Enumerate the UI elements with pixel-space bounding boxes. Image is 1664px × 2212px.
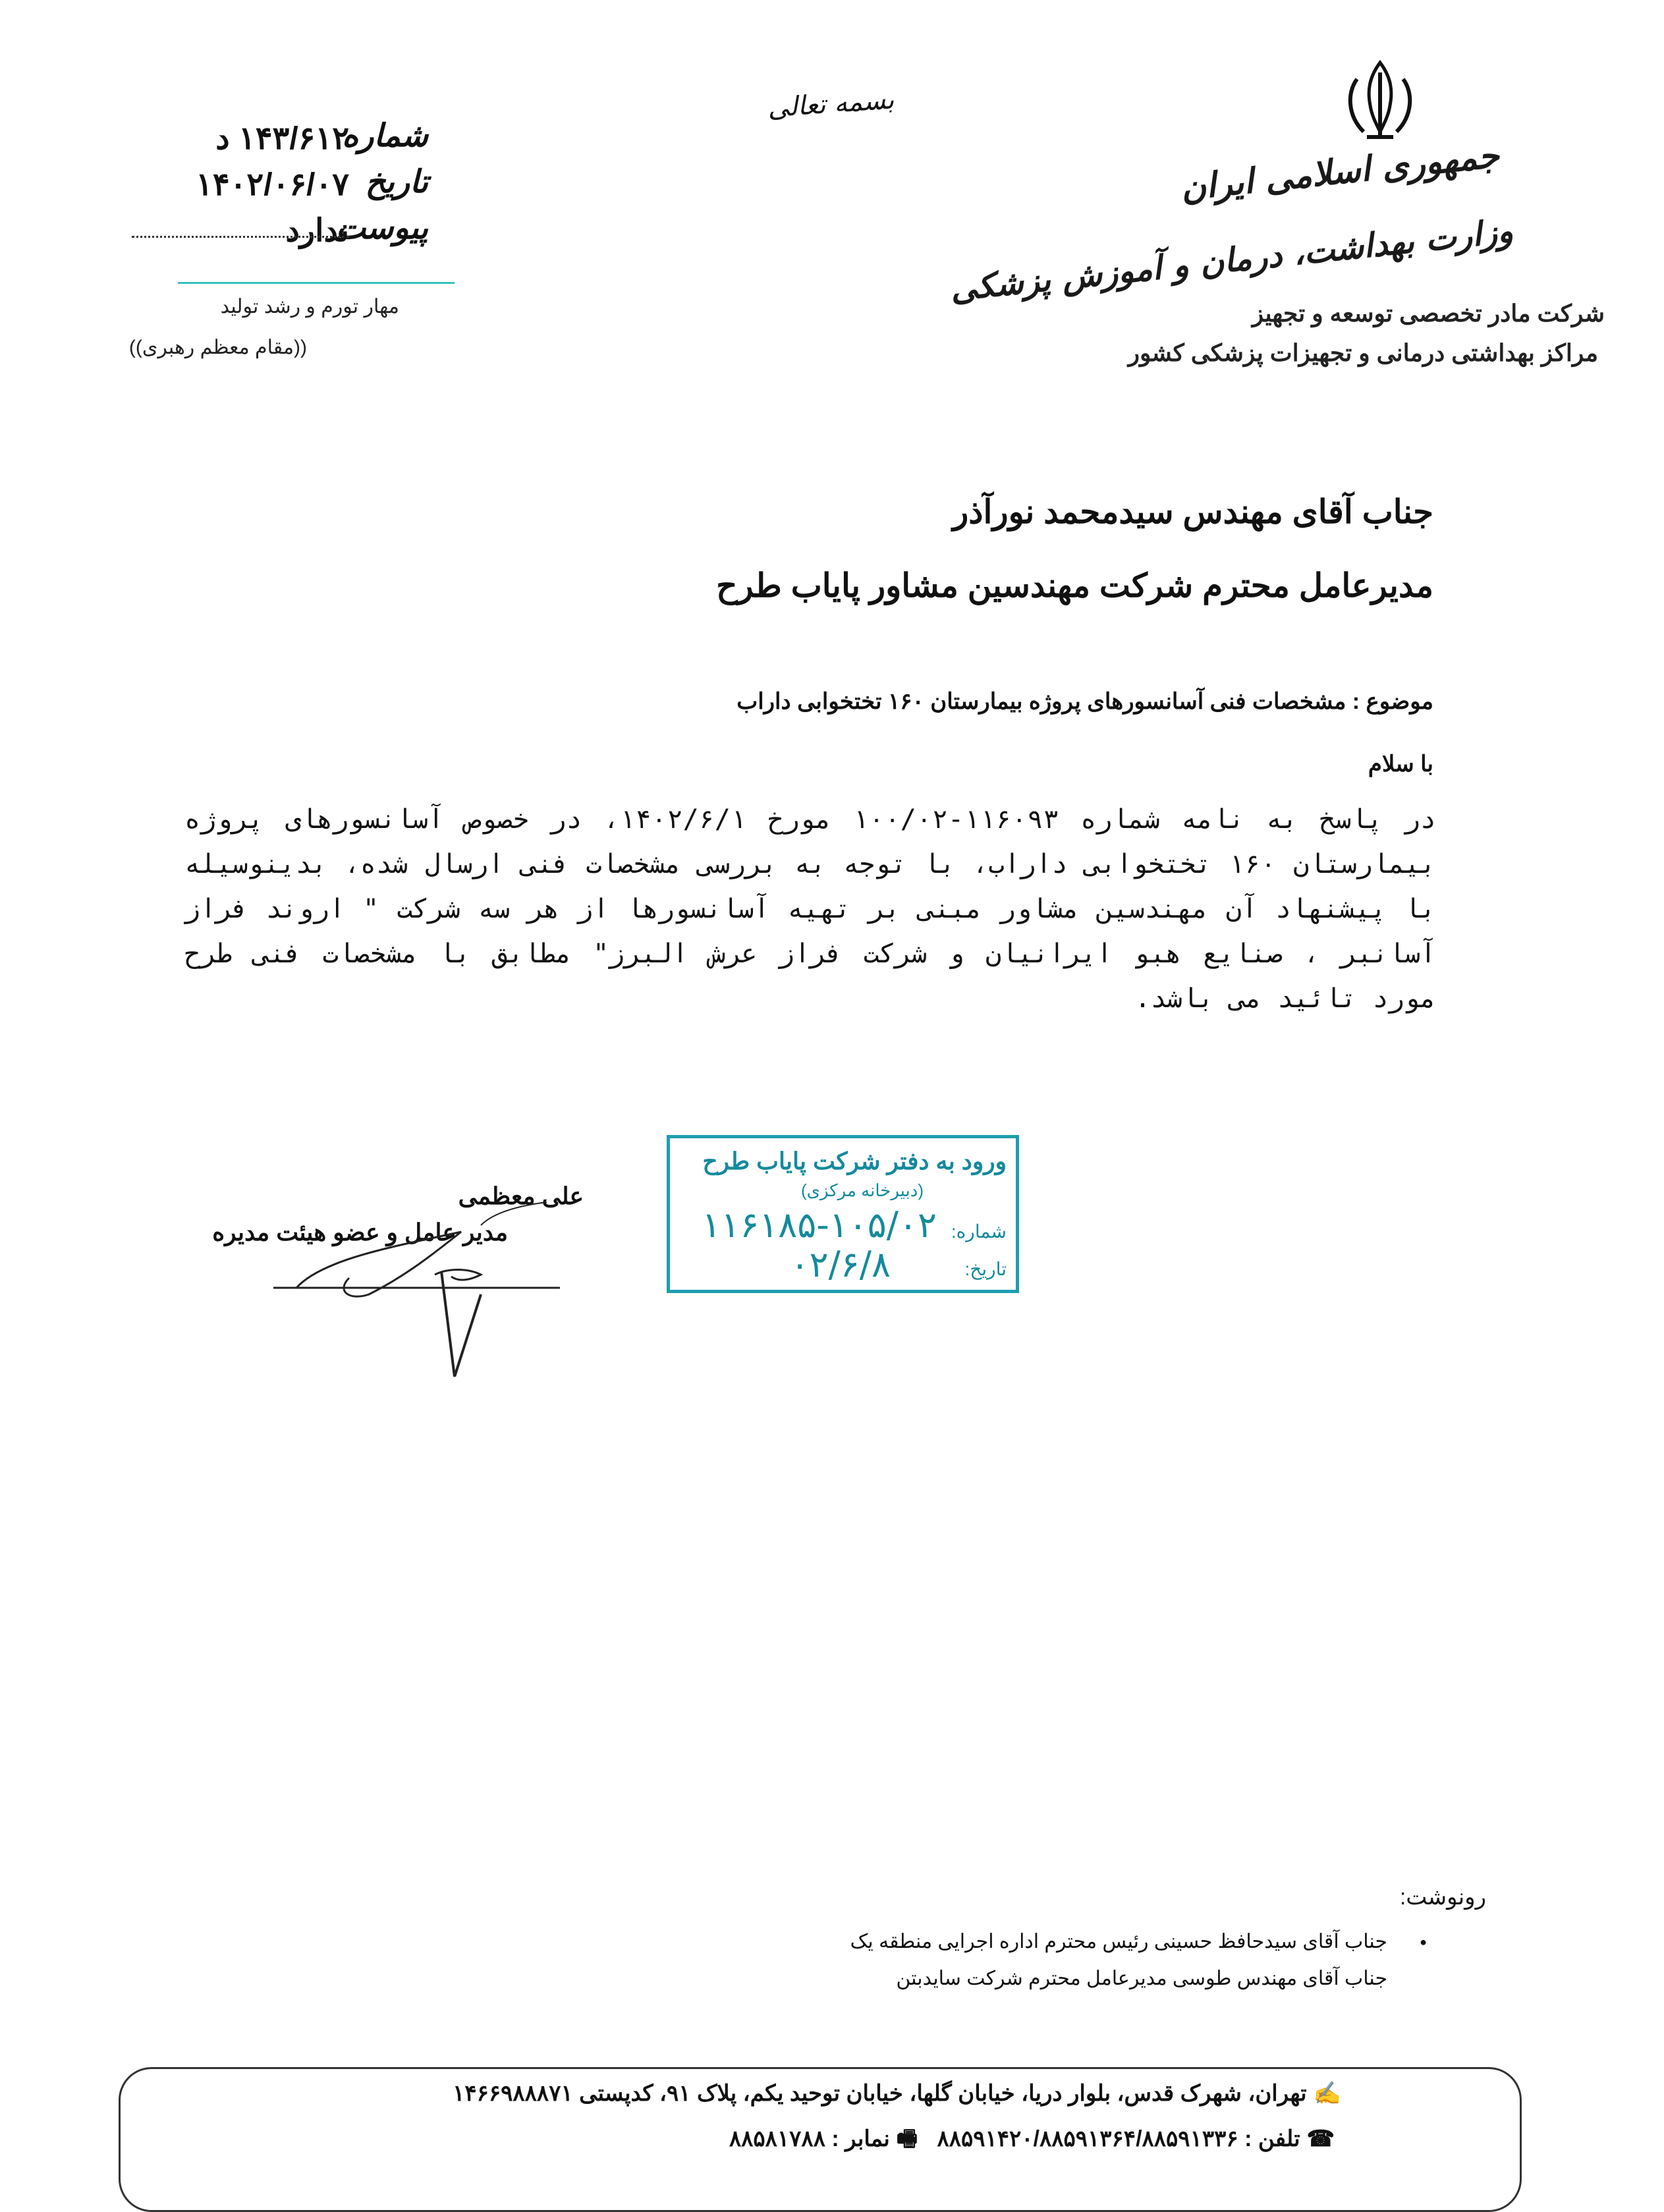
attachment-dotted-line — [132, 236, 349, 238]
letter-subject: موضوع : مشخصات فنی آسانسورهای پروژه بیمارستان ۱۶۰ تختخوابی داراب — [736, 689, 1433, 714]
signatory-title: مدیر عامل و عضو هیئت مدیره — [212, 1219, 508, 1246]
greeting: با سلام — [1368, 752, 1433, 777]
stamp-title: ورود به دفتر شرکت پایاب طرح — [702, 1147, 1007, 1175]
stamp-date-label: تاریخ: — [964, 1259, 1007, 1279]
phone-icon: ☎ — [1306, 2126, 1335, 2151]
addressee-title: مدیرعامل محترم شرکت مهندسین مشاور پایاب طرح — [716, 567, 1433, 604]
pen-icon: ✍ — [1313, 2081, 1341, 2106]
date-label: تاریخ — [365, 163, 428, 200]
attachment-value: ندارد — [285, 213, 349, 248]
handwritten-signature — [270, 1159, 599, 1377]
basmala: بسمه تعالی — [766, 84, 895, 124]
letter-date-row — [132, 163, 428, 216]
cc-item: جناب آقای مهندس طوسی مدیرعامل محترم شرکت سایدبتن — [896, 1968, 1387, 1989]
footer-fax: نمابر : ۸۸۵۸۱۷۸۸ — [729, 2126, 890, 2151]
addressee-name: جناب آقای مهندس سیدمحمد نورآذر — [953, 493, 1433, 530]
iran-emblem-icon — [1331, 53, 1429, 152]
ministry-name: وزارت بهداشت، درمان و آموزش پزشکی — [948, 211, 1515, 309]
signatory-name: علی معظمی — [458, 1182, 584, 1209]
country-name: جمهوری اسلامی ایران — [1179, 135, 1502, 209]
footer-address-text: تهران، شهرک قدس، بلوار دریا، خیابان گلها، خیابان توحید یکم، پلاک ۹۱، کدپستی ۱۴۶۶۹۸۸۸۷۱ — [453, 2081, 1307, 2106]
attachment-label: پیوست — [336, 209, 428, 246]
company-name-line2: مراکز بهداشتی درمانی و تجهیزات پزشکی کشور — [1128, 339, 1598, 366]
footer-address — [453, 2080, 1341, 2107]
cc-title: رونوشت: — [1399, 1885, 1486, 1910]
stamp-number: ۱۱۶۱۸۵-۱۰۵/۰۲ — [702, 1204, 937, 1246]
attachment-row — [132, 209, 428, 262]
slogan-attribution: ((مقام معظم رهبری)) — [128, 337, 307, 358]
fax-icon: 🖷 — [896, 2126, 918, 2151]
cc-list — [850, 1923, 1414, 1997]
company-name-line1: شرکت مادر تخصصی توسعه و تجهیز — [1252, 300, 1605, 327]
stamp-subtitle: (دبیرخانه مرکزی) — [800, 1180, 924, 1200]
slogan: مهار تورم و رشد تولید — [220, 296, 399, 318]
letter-body: در پاسخ به نامه شماره ۱۱۶۰۹۳-۱۰۰/۰۲ مورخ ۱۴۰۲/۶/۱، در خصوص آسانسورهای پروژه بیمارستان ۱۶۰ تختخوابی داراب، با توجه به بررسی مشخصات فنی ارسال شده، بدینوسیله با پیشنهاد آن مهندسین مشاور مبنی بر تهیه آسانسورها از هر سه شرکت " اروند فراز آسانبر ، صنایع هبو ایرانیان و شرکت فراز عرش البرز" مطابق با مشخصات فنی طرح مورد تائید می باشد. — [184, 804, 1436, 1014]
letter-date: ۱۴۰۲/۰۶/۰۷ — [196, 167, 349, 202]
footer-contacts — [729, 2123, 1335, 2161]
cc-item: ● جناب آقای سیدحافظ حسینی رئیس محترم اداره اجرایی منطقه یک — [850, 1923, 1387, 1960]
header-underline — [178, 282, 455, 284]
received-stamp — [667, 1135, 1019, 1293]
letter-number: ۱۴۳/۶۱۲ د — [215, 121, 349, 156]
number-label: شماره — [342, 117, 428, 154]
footer-phone: تلفن : ۸۸۵۹۱۴۲۰/۸۸۵۹۱۳۶۴/۸۸۵۹۱۳۳۶ — [937, 2126, 1300, 2151]
stamp-date: ۰۲/۶/۸ — [790, 1244, 891, 1285]
stamp-number-label: شماره: — [951, 1221, 1007, 1242]
letter-number-row — [132, 117, 428, 170]
